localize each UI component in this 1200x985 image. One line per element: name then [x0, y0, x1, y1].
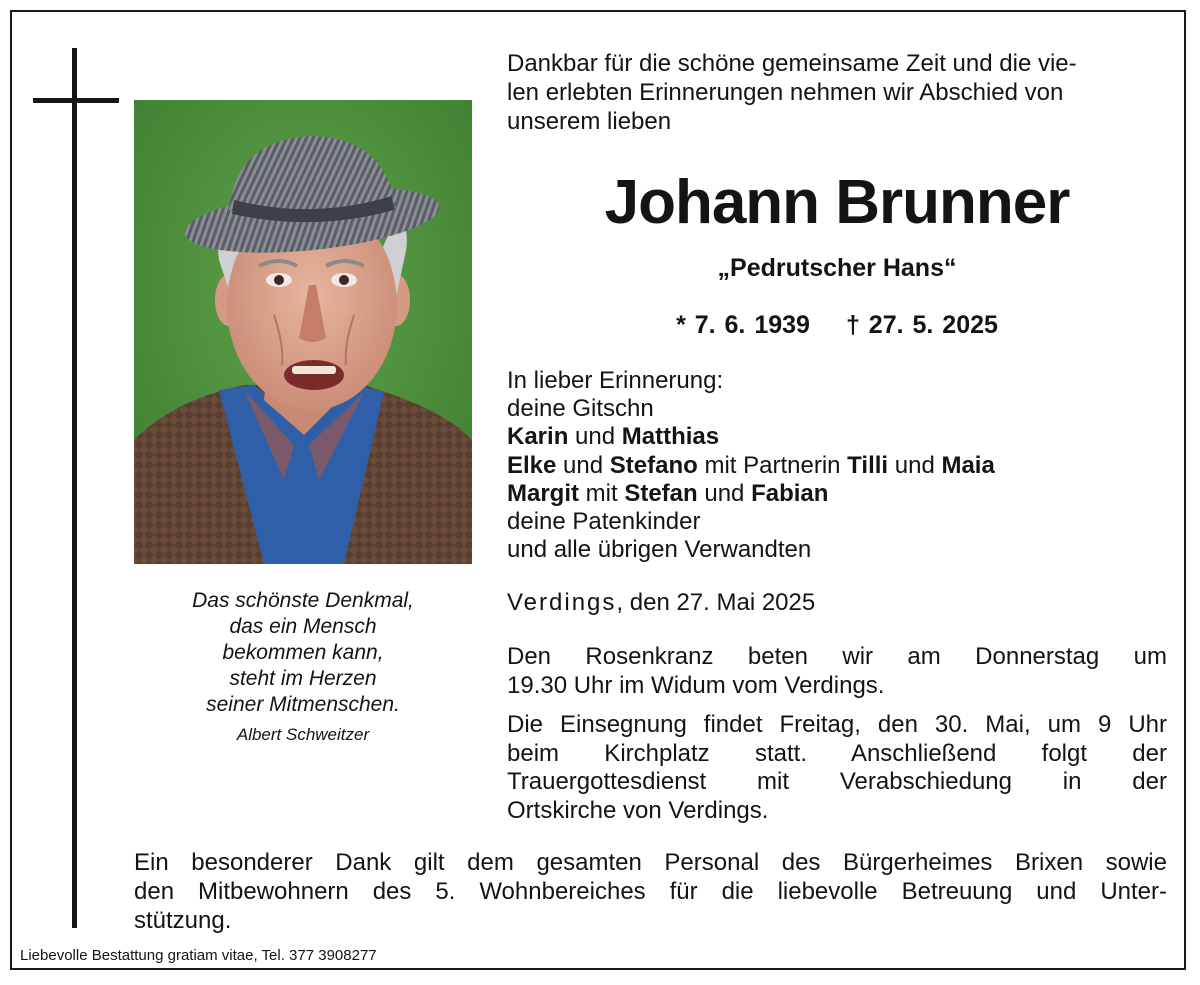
- quote-line: das ein Mensch: [229, 615, 377, 638]
- blessing-line: Trauergottesdienst mit Verabschiedung in der: [507, 768, 1167, 795]
- connector: und: [888, 451, 942, 479]
- blessing-line: Die Einsegnung findet Freitag, den 30. Mai, um 9 Uhr: [507, 711, 1167, 738]
- mourners-row: [507, 423, 1167, 451]
- mourners-gitschn: deine Gitschn: [507, 395, 654, 423]
- deceased-nickname: „Pedrutscher Hans“: [717, 254, 957, 282]
- deceased-name: Johann Brunner: [604, 168, 1070, 237]
- place: Verdings: [507, 589, 617, 616]
- intro-line: Dankbar für die schöne gemeinsame Zeit und die vie-: [507, 50, 1077, 77]
- cross-icon-vertical: [72, 48, 77, 928]
- quote-line: seiner Mitmenschen.: [206, 693, 400, 716]
- connector: und: [697, 479, 752, 507]
- cross-icon-horizontal: [33, 98, 119, 103]
- connector: und: [556, 451, 610, 479]
- mourner-name: Karin: [507, 423, 569, 451]
- portrait-illustration: [134, 100, 472, 564]
- connector: mit: [579, 479, 625, 507]
- mourners-row: [507, 480, 1167, 508]
- connector: und: [568, 423, 622, 451]
- mourner-name: Maia: [941, 451, 995, 479]
- rosary-line: Den Rosenkranz beten wir am Donnerstag um: [507, 643, 1167, 670]
- quote-line: Das schönste Denkmal,: [192, 589, 414, 612]
- intro-text: [507, 49, 1167, 136]
- thanks-line: stützung.: [134, 907, 232, 934]
- mourners-heading: In lieber Erinnerung:: [507, 367, 724, 394]
- mourners-list: [507, 367, 1167, 564]
- mourner-name: Fabian: [751, 479, 829, 507]
- mourner-name: Stefan: [624, 479, 698, 507]
- blessing-line: Ortskirche von Verdings.: [507, 796, 769, 824]
- quote-line: bekommen kann,: [222, 641, 384, 664]
- mourners-row: [507, 452, 1167, 480]
- life-dates: [507, 311, 1167, 340]
- funeral-home-footer: Liebevolle Bestattung gratiam vitae, Tel. 377 3908277: [20, 947, 377, 964]
- place-date: [507, 589, 815, 617]
- mourner-name: Elke: [507, 451, 557, 479]
- portrait-photo: [134, 100, 472, 564]
- blessing-paragraph: [507, 711, 1167, 825]
- thanks-line: Ein besonderer Dank gilt dem gesamten Personal des Bürgerheimes Brixen sowie: [134, 849, 1167, 876]
- mourner-name: Margit: [507, 479, 579, 507]
- quote: [134, 588, 472, 718]
- date: , den 27. Mai 2025: [616, 589, 816, 616]
- mourner-name: Matthias: [621, 423, 720, 451]
- quote-line: steht im Herzen: [229, 667, 377, 690]
- mourners-godchildren: deine Patenkinder: [507, 508, 701, 536]
- mourner-name: Tilli: [847, 451, 889, 479]
- intro-line: len erlebten Erinnerungen nehmen wir Abschied von: [507, 79, 1064, 106]
- thanks-line: den Mitbewohnern des 5. Wohnbereiches für die liebevolle Betreuung und Unter-: [134, 878, 1167, 905]
- rosary-line: 19.30 Uhr im Widum vom Verdings.: [507, 671, 885, 699]
- blessing-line: beim Kirchplatz statt. Anschließend folgt der: [507, 739, 1167, 767]
- birth-date: * 7. 6. 1939: [676, 311, 810, 339]
- mourners-others: und alle übrigen Verwandten: [507, 536, 812, 564]
- connector: mit Partnerin: [697, 451, 848, 479]
- rosary-paragraph: [507, 643, 1167, 700]
- death-date: † 27. 5. 2025: [845, 311, 998, 339]
- thanks-paragraph: [134, 848, 1167, 935]
- mourner-name: Stefano: [609, 451, 698, 479]
- intro-line: unserem lieben: [507, 108, 672, 135]
- quote-author: Albert Schweitzer: [236, 725, 370, 744]
